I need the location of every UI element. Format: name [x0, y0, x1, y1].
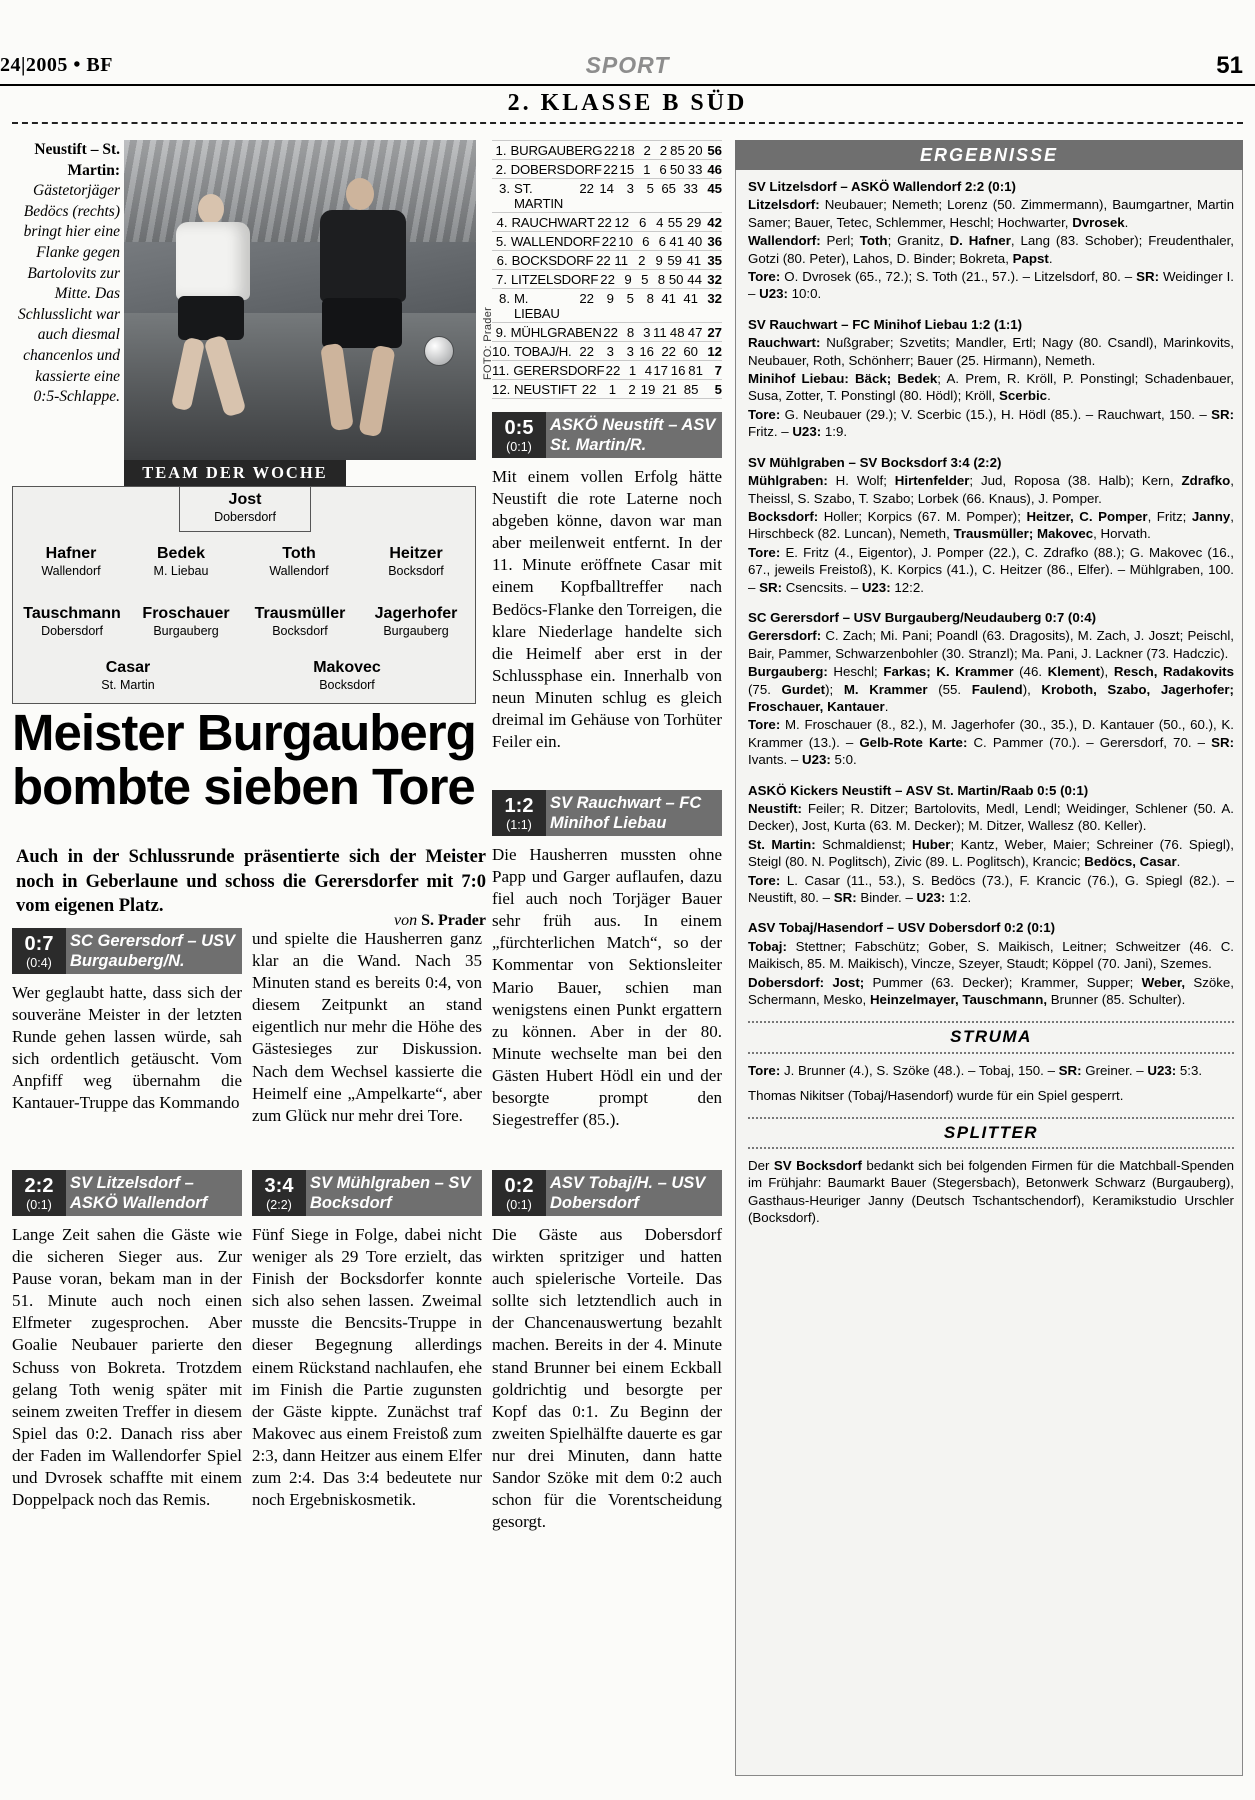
result-entry-title: ASKÖ Kickers Neustift – ASV St. Martin/Raab 0:5 (0:1): [748, 782, 1089, 798]
results-box-title: ERGEBNISSE: [735, 140, 1243, 170]
table-cell-u: 1: [643, 161, 651, 177]
table-cell-n: 5: [646, 180, 654, 196]
result-entry-line: Neustift: Feiler; R. Ditzer; Bartolovits, Medl, Lendl; Weidinger, Schlener (50. A. Decker), Jost, Kurta (63. M. Decker); M. Ditzer, Wallesz (80. Keller).: [748, 801, 1234, 834]
table-cell-points: 56: [707, 142, 722, 158]
table-cell-s: 14: [599, 180, 614, 196]
table-cell-goals-for: 65: [661, 180, 676, 196]
result-entry-title: SC Gerersdorf – USV Burgauberg/Neudauberg 0:7 (0:4): [748, 609, 1097, 625]
tdw-midfielder-2: [127, 605, 245, 638]
table-cell-u: 4: [644, 362, 653, 378]
tdw-player-club: Bocksdorf: [388, 564, 444, 578]
player-white-figure: [158, 192, 278, 430]
score-fulltime: 2:2: [24, 1175, 54, 1197]
tdw-midfielder-3: [241, 605, 359, 638]
table-cell-team: RAUCHWART: [511, 214, 595, 230]
result-entry: [748, 316, 1234, 441]
photo-credit: FOTO: Prader: [482, 306, 494, 380]
table-cell-sp: 22: [579, 290, 594, 306]
tdw-player-club: Wallendorf: [269, 564, 329, 578]
tdw-player-name: Casar: [105, 659, 151, 676]
report-text-muehlgraben: Fünf Siege in Folge, dabei nicht weniger als 29 Tore erzielt, das Finish der Bocksdorfer konnte sich also sehen lassen. Zweimal musste die Bencsits-Truppe in dieser Begegnung allerdings einem Rückstand nachlaufen, ehe im Finish die Partie zugunsten der Gäste kippte. Zunächst traf Makovec aus einem Freistoß zum 2:3, dann Heitzer aus einem Elfer zum 2:4. Das 3:4 bedeutete nur noch Ergebniskosmetik.: [252, 1225, 482, 1510]
table-cell-u: 2: [628, 381, 636, 397]
result-entry-line: Minihof Liebau: Bäck; Bedek; A. Prem, R. Kröll, P. Ponstingl; Schadenbauer, Susa, Zotter, T. Ponstingl (80. Hödl); Kröll, Scerbic.: [748, 371, 1234, 404]
tdw-keeper: [179, 491, 311, 524]
table-cell-s: 3: [606, 343, 614, 359]
score-block: [492, 412, 546, 458]
table-cell-team: DOBERSDORF: [510, 161, 602, 177]
table-cell-points: 45: [707, 180, 722, 196]
table-cell-team: ST. MARTIN: [514, 180, 564, 211]
tdw-midfielder-4: [357, 605, 475, 638]
tdw-player-name: Makovec: [313, 659, 381, 676]
table-cell-u: 3: [643, 324, 651, 340]
result-entry-line: Tore: M. Froschauer (8., 82.), M. Jagerhofer (30., 35.), D. Kantauer (50., 60.), K. Krammer (13.). – Gelb-Rote Karte: C. Pammer (70.). – Gerersdorf, 70. – SR: Ivants. – U23: 5:0.: [748, 717, 1234, 768]
result-teams: SV Rauchwart – FC Minihof Liebau: [550, 794, 702, 833]
score-fulltime: 1:2: [504, 795, 534, 817]
table-cell-pos: 9.: [495, 324, 507, 340]
table-cell-sp: 22: [596, 252, 611, 268]
tdw-player-name: Heitzer: [389, 545, 443, 562]
table-cell-team: LITZELSDORF: [511, 271, 599, 287]
table-cell-goals-against: 41: [686, 252, 702, 268]
tdw-player-club: Burgauberg: [153, 624, 219, 638]
result-entry-title: SV Rauchwart – FC Minihof Liebau 1:2 (1:1): [748, 316, 1023, 332]
standings-table: [492, 140, 722, 399]
table-cell-goals-for: 21: [662, 381, 677, 397]
struma-title: STRUMA: [748, 1021, 1234, 1053]
table-cell-team: TOBAJ/H.: [514, 343, 572, 359]
table-cell-goals-for: 59: [667, 252, 682, 268]
article-lead: Auch in der Schlussrunde präsentierte sich der Meister noch in Geberlaune und schoss die Gerersdorfer mit 7:0 vom eigenen Platz.: [16, 847, 486, 917]
table-row: [492, 213, 722, 232]
table-cell-team: BURGAUBERG: [510, 142, 603, 158]
table-cell-s: 11: [614, 252, 629, 268]
table-cell-goals-for: 48: [669, 324, 685, 340]
table-cell-s: 12: [614, 214, 630, 230]
result-entry-line: Tore: O. Dvrosek (65., 72.); S. Toth (21., 57.). – Litzelsdorf, 80. – SR: Weidinger I. – U23: 10:0.: [748, 269, 1234, 302]
table-cell-u: 2: [643, 142, 651, 158]
tdw-forward-2: [277, 659, 417, 692]
result-entry-line: Gerersdorf: C. Zach; Mi. Pani; Poandl (63. Dragosits), M. Zach, J. Joszt; Peischl, Bair, Pammer, Schwarzenbohler (30. Stranzl); Ma. Pani, J. Lackner (73. Hadczic).: [748, 628, 1234, 661]
table-cell-pos: 8.: [499, 290, 510, 306]
result-entry-title: ASV Tobaj/Hasendorf – USV Dobersdorf 0:2 (0:1): [748, 920, 1056, 936]
table-row: [492, 289, 722, 323]
table-cell-n: 17: [653, 362, 668, 378]
table-cell-goals-against: 60: [683, 343, 698, 359]
result-entry-line: Wallendorf: Perl; Toth; Granitz, D. Hafner, Lang (83. Schober); Freudenthaler, Gotzi (80. Peter), Lahos, D. Binder; Bokreta, Papst.: [748, 233, 1234, 266]
table-cell-pos: 4.: [496, 214, 508, 230]
splitter-title: SPLITTER: [748, 1117, 1234, 1149]
tdw-player-name: Hafner: [45, 545, 97, 562]
score-block: [492, 1170, 546, 1216]
table-cell-team: NEUSTIFT: [514, 381, 577, 397]
table-cell-team: GERERSDORF: [513, 362, 605, 378]
result-entry-line: Tore: L. Casar (11., 53.), S. Bedöcs (73.), F. Krancic (76.), G. Spiegl (82.). – Neustift, 80. – SR: Binder. – U23: 1:2.: [748, 872, 1234, 906]
tdw-player-club: Bocksdorf: [272, 624, 328, 638]
tdw-player-club: Wallendorf: [41, 564, 101, 578]
table-cell-goals-for: 50: [669, 161, 685, 177]
player-dark-figure: [300, 176, 440, 442]
result-entry: [748, 178, 1234, 303]
score-fulltime: 0:2: [504, 1175, 534, 1197]
tdw-player-club: Burgauberg: [383, 624, 449, 638]
result-header-tobaj: [492, 1170, 722, 1216]
table-cell-n: 8: [646, 290, 654, 306]
score-fulltime: 0:5: [504, 417, 534, 439]
table-cell-goals-against: 44: [687, 271, 702, 287]
table-cell-pos: 12.: [492, 381, 511, 397]
tdw-player-club: M. Liebau: [153, 564, 209, 578]
table-cell-n: 6: [658, 233, 666, 249]
football-icon: [424, 336, 454, 366]
result-entry: [748, 919, 1234, 1008]
issue-label: 24|2005 • BF: [0, 54, 113, 76]
table-cell-sp: 22: [601, 233, 617, 249]
table-cell-n: 16: [639, 343, 654, 359]
result-entry: [748, 782, 1234, 907]
table-cell-goals-against: 81: [688, 362, 703, 378]
table-cell-sp: 22: [579, 343, 594, 359]
table-cell-points: 42: [707, 214, 722, 230]
table-row: [492, 140, 722, 160]
result-entry: [748, 454, 1234, 596]
table-cell-points: 27: [707, 324, 722, 340]
table-cell-pos: 10.: [492, 343, 511, 359]
table-cell-sp: 22: [581, 381, 597, 397]
score-halftime: (0:1): [506, 1198, 532, 1212]
table-cell-points: 7: [714, 362, 723, 378]
tdw-player-club: Dobersdorf: [41, 624, 103, 638]
table-cell-n: 8: [657, 271, 666, 287]
tdw-player-club: Bocksdorf: [319, 678, 375, 692]
page-number: 51: [1216, 52, 1243, 79]
table-cell-u: 5: [626, 290, 634, 306]
result-entry-line: St. Martin: Schmaldienst; Huber; Kantz, Weber, Maier; Schreiner (76. Spiegl), Steigl (80. N. Poglitsch), Zivic (89. L. Poglitsch), Krancic; Bedöcs, Casar.: [748, 836, 1234, 870]
tdw-player-name: Bedek: [156, 545, 206, 562]
team-of-week-title: TEAM DER WOCHE: [124, 460, 346, 486]
result-teams: ASV Tobaj/H. – USV Dobersdorf: [550, 1174, 706, 1213]
table-cell-sp: 22: [579, 180, 594, 196]
table-cell-u: 3: [626, 180, 634, 196]
table-row: [492, 232, 722, 251]
result-entry-line: Rauchwart: Nußgraber; Szvetits; Mandler, Ertl; Nagy (80. Csandl), Marinkovits, Neubauer, Roth, Schönherr; Bauer (25. Hirmann), Nemeth.: [748, 335, 1234, 368]
struma-line: Thomas Nikitser (Tobaj/Hasendorf) wurde für ein Spiel gesperrt.: [748, 1088, 1124, 1104]
table-cell-team: MÜHLGRABEN: [510, 324, 602, 340]
table-cell-team: BOCKSDORF: [511, 252, 594, 268]
table-cell-u: 5: [641, 271, 649, 287]
result-teams: ASKÖ Neustift – ASV St. Martin/R.: [550, 416, 716, 455]
report-text-tobaj: Die Gäste aus Dobersdorf wirkten spritziger und hatten auch spielerische Vorteile. Das sollte sich letztendlich auch in der Chancenauswertung bezahlt machen. Bereits in der 4. Minute stand Brunner bei einem Eckball goldrichtig und besorgte per Kopf das 0:1. Zu Beginn der zweiten Spielhälfte dauerte es gar nur drei Minuten, dann hatte Sandor Szöke mit dem 0:2 auch schon für die Vorentscheidung gesorgt.: [492, 1225, 722, 1532]
table-cell-s: 10: [618, 233, 633, 249]
table-cell-team: M. LIEBAU: [514, 290, 560, 321]
tdw-player-name: Trausmüller: [254, 605, 346, 622]
table-row: [492, 323, 722, 342]
result-header-litzelsdorf: [12, 1170, 242, 1216]
table-cell-goals-for: 16: [670, 362, 686, 378]
result-entry-title: SV Mühlgraben – SV Bocksdorf 3:4 (2:2): [748, 454, 1002, 470]
table-cell-n: 6: [659, 161, 667, 177]
tdw-player-name: Tauschmann: [23, 605, 121, 622]
tdw-midfielder-1: [13, 605, 131, 638]
result-entry: [748, 609, 1234, 769]
tdw-defender-3: [243, 545, 355, 578]
table-cell-n: 19: [640, 381, 656, 397]
table-cell-goals-against: 40: [687, 233, 703, 249]
table-cell-s: 18: [620, 142, 635, 158]
table-cell-points: 35: [707, 252, 722, 268]
section-label: SPORT: [585, 52, 670, 78]
result-header-muehlgraben: [252, 1170, 482, 1216]
table-cell-goals-against: 33: [687, 161, 703, 177]
table-cell-points: 46: [707, 161, 722, 177]
league-title: 2. KLASSE B SÜD: [507, 90, 748, 116]
table-row: [492, 361, 722, 380]
table-cell-sp: 22: [603, 161, 618, 177]
report-text-neustift: Mit einem vollen Erfolg hätte Neustift die rote Laterne noch abgeben könne, davon war man aber meilenweit entfernt. In der 11. Minute eröffnete Casar mit einem Kopfballtreffer nach Bedöcs-Flanke den Torreigen, die klare Niederlage handelte sich die Heimelf aber erst in der Schlussphase ein. Innerhalb von neun Minuten schlug es gleich dreimal im Gehäuse von Torhüter Feiler ein.: [492, 467, 722, 752]
table-cell-points: 5: [714, 381, 722, 397]
table-cell-n: 11: [652, 324, 667, 340]
table-cell-goals-for: 41: [669, 233, 685, 249]
table-cell-s: 15: [619, 161, 635, 177]
table-cell-points: 32: [707, 290, 722, 306]
score-fulltime: 3:4: [264, 1175, 294, 1197]
tdw-forward-1: [63, 659, 193, 692]
tdw-keeper-name: Jost: [228, 491, 262, 508]
result-entry-line: Tore: E. Fritz (4., Eigentor), J. Pomper (22.), C. Zdrafko (88.); G. Makovec (16., 67., jeweils Freistoß), K. Korpics (41.), C. Heitzer (86., Elfer). – Mühlgraben, 100. – SR: Csencsits. – U23: 12:2.: [748, 544, 1234, 595]
table-cell-s: 1: [628, 362, 637, 378]
splitter-line: Der SV Bocksdorf bedankt sich bei folgenden Firmen für die Matchball-Spenden im Frühjahr: Baumarkt Bauer (Stegersbach), Betonwerk Schwarz (Burgauberg), Gasthaus-Heuriger Janny (Deutsch Tschantschendorf), Keramikstudio Urschler (Bocksdorf).: [748, 1157, 1234, 1226]
dashed-divider: [12, 122, 1243, 124]
table-cell-goals-against: 29: [686, 214, 702, 230]
table-cell-pos: 7.: [496, 271, 508, 287]
table-cell-pos: 11.: [492, 362, 510, 378]
table-cell-n: 2: [659, 142, 668, 158]
result-entry-line: Litzelsdorf: Neubauer; Nemeth; Lorenz (50. Zimmermann), Baumgartner, Martin Samer; Bauer, Tetec, Schlemmer, Heschl; Hochwarter, Dvrosek.: [748, 197, 1234, 230]
table-cell-s: 1: [608, 381, 617, 397]
team-of-week-box: [12, 486, 476, 704]
score-halftime: (2:2): [266, 1198, 292, 1212]
result-teams: SC Gerersdorf – USV Burgauberg/N.: [70, 932, 236, 971]
result-header-neustift: [492, 412, 722, 458]
tdw-defender-1: [15, 545, 127, 578]
table-cell-points: 12: [707, 343, 722, 359]
tdw-player-club: St. Martin: [101, 678, 155, 692]
table-cell-goals-for: 41: [661, 290, 676, 306]
match-photo: [124, 140, 476, 460]
table-cell-goals-against: 20: [687, 142, 703, 158]
table-cell-s: 9: [606, 290, 614, 306]
table-row: [492, 380, 722, 399]
result-entry-line: Burgauberg: Heschl; Farkas; K. Krammer (46. Klement), Resch, Radakovits (75. Gurdet); M. Krammer (55. Faulend), Kroboth, Szabo, Jagerhofer; Froschauer, Kantauer.: [748, 664, 1234, 714]
table-cell-goals-for: 55: [667, 214, 683, 230]
table-row: [492, 342, 722, 361]
result-teams: SV Litzelsdorf – ASKÖ Wallendorf: [70, 1174, 208, 1213]
tdw-player-name: Jagerhofer: [374, 605, 458, 622]
result-header-gerersdorf: [12, 928, 242, 974]
table-cell-n: 9: [655, 252, 663, 268]
score-block: [252, 1170, 306, 1216]
table-cell-u: 6: [642, 233, 650, 249]
table-cell-sp: 22: [605, 362, 621, 378]
table-cell-pos: 1.: [495, 142, 507, 158]
result-entry-title: SV Litzelsdorf – ASKÖ Wallendorf 2:2 (0:1): [748, 179, 1016, 194]
tdw-defender-2: [125, 545, 237, 578]
score-halftime: (0:1): [506, 440, 532, 454]
result-entry-line: Dobersdorf: Jost; Pummer (63. Decker); Krammer, Supper; Weber, Szöke, Schermann, Mesko, Heinzelmayer, Tauschmann, Brunner (85. Schulter).: [748, 974, 1234, 1008]
result-teams: SV Mühlgraben – SV Bocksdorf: [310, 1174, 471, 1213]
tdw-defender-4: [359, 545, 473, 578]
score-block: [12, 928, 66, 974]
score-fulltime: 0:7: [24, 933, 54, 955]
table-row: [492, 270, 722, 289]
report-text-gerersdorf-col2: und spielte die Hausherren ganz klar an die Wand. Nach 35 Minuten stand es bereits 0:4, von diesem Zeitpunkt an stand eigentlich nur mehr die Höhe des Gästesieges zur Diskussion. Nach dem Wechsel kassierte die Heimelf eine „Ampelkarte“, aber zum Glück nur mehr drei Tore.: [252, 929, 482, 1125]
table-cell-u: 2: [638, 252, 646, 268]
tdw-player-name: Toth: [282, 545, 316, 562]
table-cell-s: 8: [626, 324, 635, 340]
table-cell-points: 36: [707, 233, 723, 249]
table-cell-u: 6: [638, 214, 647, 230]
result-entry-line: Bocksdorf: Holler; Korpics (67. M. Pomper); Heitzer, C. Pomper, Fritz; Janny, Hirschbeck (82. Luncan), Nemeth, Trausmüller; Makovec, Horvath.: [748, 508, 1234, 542]
table-cell-points: 32: [707, 271, 722, 287]
table-cell-s: 9: [624, 271, 632, 287]
result-entry-line: Tore: G. Neubauer (29.); V. Scerbic (15.), H. Hödl (85.). – Rauchwart, 150. – SR: Fritz. – U23: 1:9.: [748, 406, 1234, 440]
table-cell-goals-for: 50: [668, 271, 684, 287]
byline-author: S. Prader: [421, 912, 486, 929]
table-cell-goals-against: 47: [687, 324, 703, 340]
results-box-content: [748, 178, 1234, 1234]
result-entry-line: Mühlgraben: H. Wolf; Hirtenfelder; Jud, Roposa (38. Halb); Kern, Zdrafko, Theissl, S. Szabo, T. Szabo; Lorbek (66. Knaus), J. Pomper.: [748, 473, 1234, 506]
table-cell-goals-for: 85: [670, 142, 685, 158]
table-row: [492, 251, 722, 270]
table-cell-goals-against: 41: [683, 290, 698, 306]
table-row: [492, 179, 722, 213]
report-text-litzelsdorf: Lange Zeit sahen die Gäste wie die sicheren Sieger aus. Zur Pause voran, bekam man in der 51. Minute auch noch einen Elfmeter zugesprochen. Aber Goalie Neubauer parierte den Schuss von Bokreta. Trotzdem gelang Toth wenig später mit seinem zweiten Treffer in diesem Spiel das 0:2. Danach riss aber der Faden im Wallendorfer Spiel und Dvrosek schaffte mit einem Doppelpack noch das Remis.: [12, 1225, 242, 1510]
table-cell-sp: 22: [603, 142, 619, 158]
score-halftime: (1:1): [506, 818, 532, 832]
table-cell-team: WALLENDORF: [510, 233, 600, 249]
score-block: [12, 1170, 66, 1216]
result-header-rauchwart: [492, 790, 722, 836]
table-cell-goals-against: 85: [683, 381, 699, 397]
table-cell-goals-against: 33: [683, 180, 698, 196]
table-cell-goals-for: 22: [661, 343, 676, 359]
table-cell-pos: 2.: [495, 161, 507, 177]
score-block: [492, 790, 546, 836]
masthead: [0, 52, 1255, 86]
report-text-rauchwart: Die Hausherren mussten ohne Papp und Garger auflaufen, dazu fiel auch noch Torjäger Bauer sehr früh aus. In einem „fürchterlichen Match“, so der Kommentar von Sektionsleiter Mario Bauer, schien man wenigstens einen Punkt ergattern zu können. Aber in der 80. Minute wechselte man bei den Gästen Hubert Hödl ein und der besorgte prompt den Siegestreffer (85.).: [492, 845, 722, 1130]
table-cell-sp: 22: [600, 271, 615, 287]
table-cell-sp: 22: [603, 324, 618, 340]
tdw-player-name: Froschauer: [142, 605, 230, 622]
table-cell-pos: 3.: [499, 180, 510, 196]
score-halftime: (0:1): [26, 1198, 52, 1212]
table-cell-pos: 5.: [495, 233, 507, 249]
table-cell-pos: 6.: [496, 252, 508, 268]
article-headline: Meister Burgauberg bombte sieben Tore: [12, 704, 476, 816]
table-cell-n: 4: [656, 214, 664, 230]
report-text-gerersdorf-col1: Wer geglaubt hatte, dass sich der souveräne Meister in der letzten Runde gehen lassen würde, sah sich ordentlich getäuscht. Vom Anpfiff weg übernahm die Kantauer-Truppe das Kommando: [12, 983, 242, 1113]
table-row: [492, 160, 722, 179]
result-entry-line: Tobaj: Stettner; Fabschütz; Gober, S. Maikisch, Leitner; Schweitzer (46. C. Maikisch, 85. M. Maikisch), Vincze, Szeyer, Staudt; Köppel (70. Jani), Szemes.: [748, 938, 1234, 972]
table-cell-sp: 22: [597, 214, 612, 230]
score-halftime: (0:4): [26, 956, 52, 970]
table-cell-u: 3: [626, 343, 634, 359]
byline-prefix: von: [394, 912, 418, 929]
struma-line: Tore: J. Brunner (4.), S. Szöke (48.). – Tobaj, 150. – SR: Greiner. – U23: 5:3.: [748, 1062, 1203, 1078]
photo-caption: Neustift – St. Martin: Gästetorjäger Bedöcs (rechts) bringt hier eine Flanke gegen Bartolovits zur Mitte. Das Schlusslicht war auch diesmal chancenlos und kassierte eine 0:5-Schlappe.: [17, 141, 120, 406]
tdw-keeper-club: Dobersdorf: [214, 510, 276, 524]
